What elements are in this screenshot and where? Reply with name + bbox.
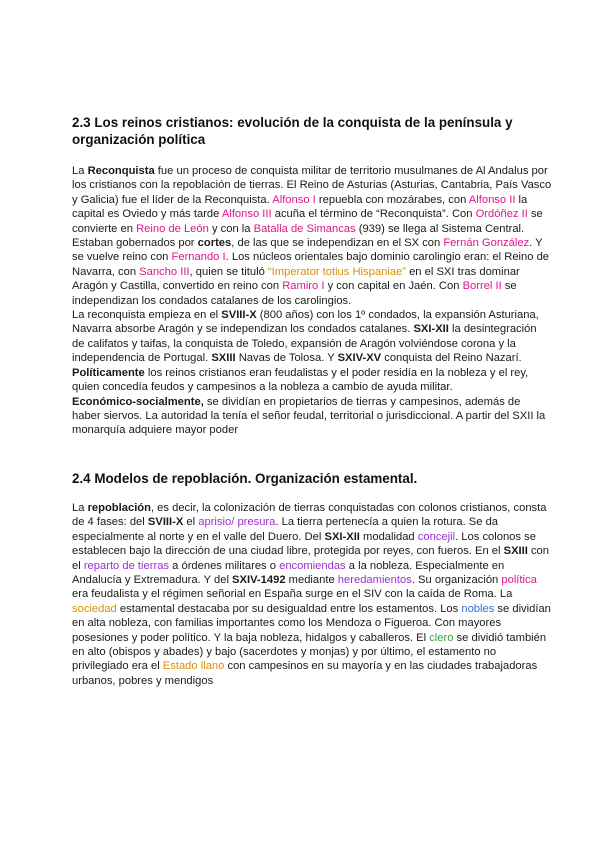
text-run: la desintegración de califatos y taifas, la conquista de Toledo, expansión de Aragón volviéndose corona y la independencia de Portugal. [72, 323, 537, 365]
text-run: era feudalista y el régimen señorial en España surge en el SIV con la caída de Roma. La [72, 588, 513, 601]
highlighted-term: Alfonso I [272, 193, 316, 206]
section-heading-reinos-cristianos: 2.3 Los reinos cristianos: evolución de la conquista de la península y organización política [72, 115, 513, 147]
text-run: a la nobleza. Especialmente en Andalucía y Extremadura. Y del [72, 559, 505, 587]
text-run: se dividían en alta nobleza, con familias importantes como los Mendoza o Figueroa. Con mayores posesiones y poder político. Y la baja nobleza, hidalgos y caballeros. El [72, 602, 551, 644]
text-run: La reconquista empieza en el [72, 309, 222, 322]
text-run: estamental destacaba por su desigualdad entre los estamentos. Los [116, 602, 462, 615]
text-run: , quien se tituló [189, 265, 268, 278]
highlighted-term: Ordóñez II [475, 208, 528, 221]
bold-term: SXIV-1492 [232, 574, 286, 587]
text-run: modalidad [359, 530, 418, 543]
highlighted-term: reparto de tierras [83, 559, 170, 572]
text-run: con el [72, 545, 550, 572]
text-run: la capital es Oviedo y más tarde [72, 193, 528, 221]
highlighted-term: nobles [461, 602, 495, 615]
text-run: La [72, 165, 88, 177]
highlighted-term: Ramiro I [282, 280, 325, 293]
highlighted-term: Sancho III [139, 265, 190, 278]
paragraph [72, 308, 552, 366]
bold-term: Económico-socialmente, [72, 395, 204, 408]
text-run: se independizan los condados catalanes de los carolingios. [72, 280, 517, 307]
text-run: el [183, 516, 199, 529]
highlighted-term: política [501, 574, 537, 587]
text-run: se convierte en [72, 208, 543, 235]
text-run: . Su organización [411, 574, 502, 587]
section-body-reinos-cristianos [72, 164, 552, 438]
bold-term: Políticamente [72, 366, 145, 379]
text-run: repuebla con mozárabes, con [315, 193, 469, 206]
text-run: . Los colonos se establecen bajo la dirección de una ciudad libre, protegida por reyes, con fueros. En el [72, 530, 536, 558]
highlighted-term: clero [429, 631, 454, 644]
bold-term: SXI-XII [324, 530, 360, 543]
section-heading-modelos-repoblacion: 2.4 Modelos de repoblación. Organización estamental. [72, 471, 418, 486]
text-run: mediante [285, 574, 338, 587]
text-run: se dividió también en alto (obispos y abades) y bajo (sacerdotes y monjas) y por último, el estamento no privilegiado era el [72, 631, 547, 673]
bold-term: SVIII-X [221, 309, 257, 322]
highlighted-term: Fernán González [443, 237, 530, 250]
highlighted-term: “Imperator totius Hispaniae” [267, 265, 406, 278]
text-run: (939) se llega al Sistema Central. Estaban gobernados por [72, 222, 525, 250]
text-run: , es decir, la colonización de tierras conquistadas con colonos cristianos, consta de 4 fases: del [72, 502, 547, 529]
text-run: y con la [208, 222, 254, 235]
bold-term: SVIII-X [147, 516, 184, 529]
highlighted-term: encomiendas [279, 559, 346, 572]
highlighted-term: Fernando I [171, 251, 226, 264]
bold-term: SXIV-XV [337, 352, 382, 365]
highlighted-term: sociedad [72, 602, 117, 615]
highlighted-term: Borrel II [462, 280, 502, 293]
highlighted-term: Alfonso III [221, 208, 272, 221]
text-run: con campesinos en su mayoría y en las ciudades trabajadoras urbanos, pobres y mendigos [72, 660, 538, 687]
paragraph [72, 366, 552, 395]
bold-term: repoblación [87, 502, 151, 514]
text-run: a órdenes militares o [169, 559, 280, 572]
text-run: (800 años) con los 1º condados, la expansión Asturiana, Navarra absorbe Aragón y se independizan los condados catalanes. [72, 309, 539, 336]
bold-term: SXIII [503, 545, 528, 558]
text-run: La [72, 502, 88, 514]
text-run: fue un proceso de conquista militar de territorio musulmanes de Al Andalus por los cristianos con la repoblación de tierras. El Reino de Asturias (Asturias, Cantabria, País Vasco y Galicia) fue el líder de la Reconquista. [72, 165, 552, 206]
text-run: Navas de Tolosa. Y [235, 352, 338, 365]
highlighted-term: Reino de León [136, 222, 209, 235]
text-run: . La tierra pertenecía a quien la rotura. Se da especialmente al norte y en el valle del Duero. Del [72, 516, 499, 543]
bold-term: SXIII [211, 352, 236, 365]
paragraph [72, 501, 552, 688]
highlighted-term: heredamientos [337, 574, 412, 587]
text-run: . Y se vuelve reino con [72, 237, 543, 264]
bold-term: cortes [197, 237, 232, 250]
paragraph [72, 395, 552, 438]
text-run: . Los núcleos orientales bajo dominio carolingio eran: el Reino de Navarra, con [72, 251, 550, 278]
text-run: conquista del Reino Nazarí. [381, 352, 522, 365]
text-run: los reinos cristianos eran feudalistas y el poder residía en la nobleza y el rey, quien concedía feudos y campesinos a la nobleza a cambio de ayuda militar. [72, 366, 529, 394]
bold-term: SXI-XII [413, 323, 449, 336]
highlighted-term: Estado llano [162, 660, 225, 673]
paragraph [72, 164, 552, 308]
bold-term: Reconquista [87, 165, 155, 177]
section-body-modelos-repoblacion [72, 501, 552, 688]
text-run: , de las que se independizan en el SX con [231, 237, 444, 250]
text-run: se dividían en propietarios de tierras y campesinos, además de haber siervos. La autoridad la tenía el señor feudal, territorial o jurisdiccional. A partir del SXII la monarquía adquiere mayor poder [72, 395, 546, 437]
text-run: en el SXI tras dominar Aragón y Castilla, convertido en reino con [72, 265, 520, 293]
text-run: acuña el término de “Reconquista”. Con [271, 208, 476, 221]
text-run: y con capital en Jaén. Con [324, 280, 463, 293]
highlighted-term: Alfonso II [468, 193, 516, 206]
highlighted-term: Batalla de Simancas [253, 222, 356, 235]
highlighted-term: concejil [417, 530, 456, 543]
highlighted-term: aprisio/ presura [198, 516, 276, 529]
